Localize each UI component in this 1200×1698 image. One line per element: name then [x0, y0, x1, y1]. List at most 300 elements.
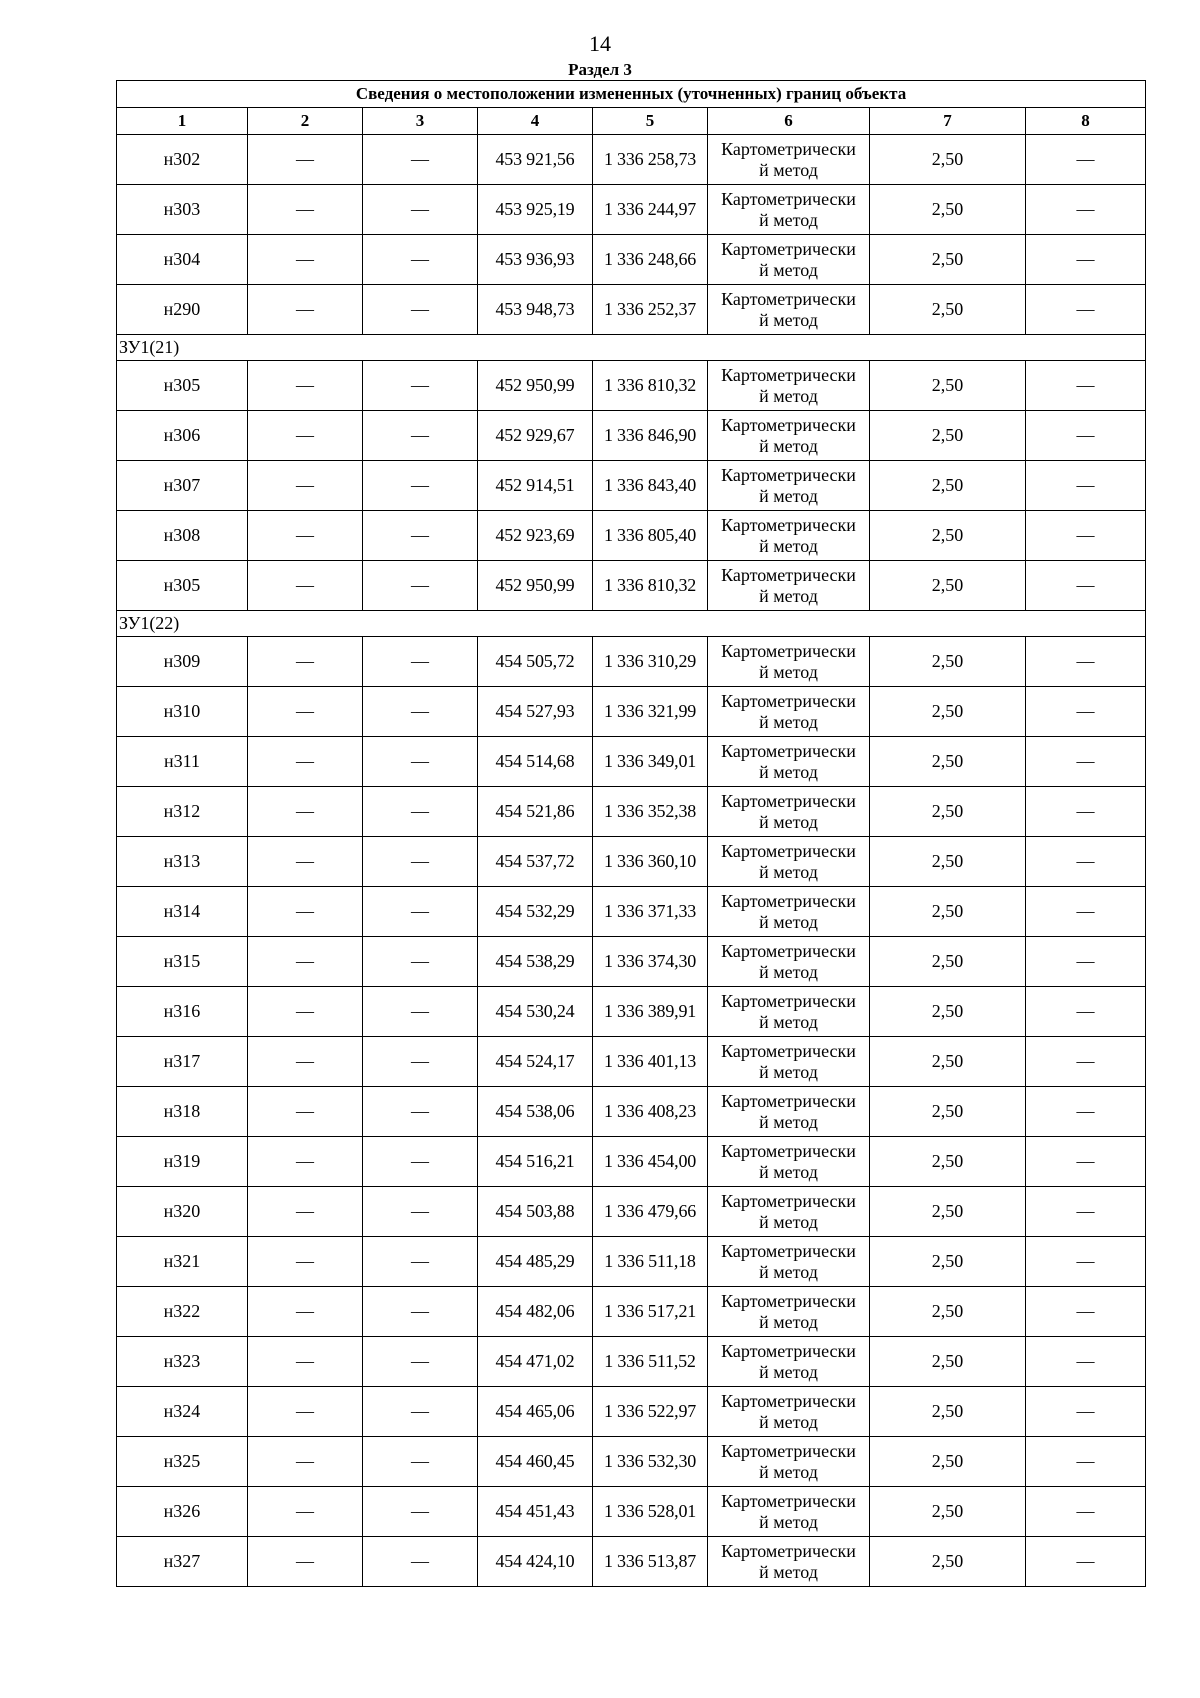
method-cell	[708, 461, 870, 511]
method-cell	[708, 185, 870, 235]
method-line-1: Картометрически	[721, 464, 856, 485]
empty-dash: —	[1026, 987, 1146, 1037]
coord-y: 1 336 522,97	[593, 1387, 708, 1437]
point-name: н309	[117, 637, 248, 687]
method-cell	[708, 1537, 870, 1587]
method-line-1: Картометрически	[721, 1190, 856, 1211]
table-row	[117, 1387, 1146, 1437]
empty-dash: —	[1026, 561, 1146, 611]
accuracy: 2,50	[870, 737, 1026, 787]
coord-y: 1 336 513,87	[593, 1537, 708, 1587]
empty-dash: —	[248, 1287, 363, 1337]
accuracy: 2,50	[870, 285, 1026, 335]
empty-dash: —	[1026, 1037, 1146, 1087]
empty-dash: —	[248, 887, 363, 937]
column-number-row	[117, 108, 1146, 135]
page-number: 14	[589, 31, 611, 56]
coord-y: 1 336 810,32	[593, 561, 708, 611]
coord-x: 454 505,72	[478, 637, 593, 687]
coord-y: 1 336 401,13	[593, 1037, 708, 1087]
method-line-2: й метод	[759, 661, 818, 682]
point-name: н304	[117, 235, 248, 285]
accuracy: 2,50	[870, 235, 1026, 285]
method-line-2: й метод	[759, 1511, 818, 1532]
method-cell	[708, 987, 870, 1037]
coord-y: 1 336 846,90	[593, 411, 708, 461]
point-name: н317	[117, 1037, 248, 1087]
column-number: 3	[363, 108, 478, 135]
point-name: н306	[117, 411, 248, 461]
point-name: н324	[117, 1387, 248, 1437]
coord-y: 1 336 252,37	[593, 285, 708, 335]
empty-dash: —	[363, 411, 478, 461]
method-line-2: й метод	[759, 209, 818, 230]
accuracy: 2,50	[870, 1237, 1026, 1287]
table-row	[117, 987, 1146, 1037]
table-row	[117, 1137, 1146, 1187]
coord-x: 454 514,68	[478, 737, 593, 787]
empty-dash: —	[1026, 1237, 1146, 1287]
empty-dash: —	[248, 1187, 363, 1237]
coord-y: 1 336 532,30	[593, 1437, 708, 1487]
empty-dash: —	[363, 235, 478, 285]
column-number: 8	[1026, 108, 1146, 135]
empty-dash: —	[1026, 787, 1146, 837]
method-cell	[708, 937, 870, 987]
empty-dash: —	[248, 285, 363, 335]
empty-dash: —	[1026, 737, 1146, 787]
method-line-1: Картометрически	[721, 514, 856, 535]
method-cell	[708, 1237, 870, 1287]
accuracy: 2,50	[870, 1187, 1026, 1237]
empty-dash: —	[248, 235, 363, 285]
empty-dash: —	[363, 1287, 478, 1337]
coord-x: 454 521,86	[478, 787, 593, 837]
method-cell	[708, 1337, 870, 1387]
method-line-2: й метод	[759, 1411, 818, 1432]
accuracy: 2,50	[870, 511, 1026, 561]
coord-x: 453 936,93	[478, 235, 593, 285]
empty-dash: —	[1026, 1187, 1146, 1237]
empty-dash: —	[248, 737, 363, 787]
method-cell	[708, 1287, 870, 1337]
coord-y: 1 336 479,66	[593, 1187, 708, 1237]
point-name: н312	[117, 787, 248, 837]
method-line-2: й метод	[759, 811, 818, 832]
empty-dash: —	[1026, 1537, 1146, 1587]
empty-dash: —	[248, 361, 363, 411]
method-cell	[708, 1437, 870, 1487]
empty-dash: —	[1026, 937, 1146, 987]
empty-dash: —	[1026, 285, 1146, 335]
coord-x: 454 538,06	[478, 1087, 593, 1137]
method-cell	[708, 511, 870, 561]
accuracy: 2,50	[870, 1037, 1026, 1087]
table-row	[117, 887, 1146, 937]
empty-dash: —	[248, 1487, 363, 1537]
empty-dash: —	[1026, 511, 1146, 561]
point-name: н323	[117, 1337, 248, 1387]
point-name: н310	[117, 687, 248, 737]
point-name: н311	[117, 737, 248, 787]
method-cell	[708, 411, 870, 461]
method-line-1: Картометрически	[721, 188, 856, 209]
method-cell	[708, 135, 870, 185]
table-row	[117, 737, 1146, 787]
method-cell	[708, 737, 870, 787]
table-title-row	[117, 81, 1146, 108]
coord-x: 452 929,67	[478, 411, 593, 461]
empty-dash: —	[1026, 135, 1146, 185]
accuracy: 2,50	[870, 987, 1026, 1037]
coord-x: 454 503,88	[478, 1187, 593, 1237]
method-cell	[708, 561, 870, 611]
table-row	[117, 1187, 1146, 1237]
method-line-1: Картометрически	[721, 1540, 856, 1561]
coord-y: 1 336 511,18	[593, 1237, 708, 1287]
accuracy: 2,50	[870, 887, 1026, 937]
accuracy: 2,50	[870, 411, 1026, 461]
table-row	[117, 235, 1146, 285]
table-row	[117, 511, 1146, 561]
method-cell	[708, 887, 870, 937]
coord-x: 454 530,24	[478, 987, 593, 1037]
empty-dash: —	[248, 687, 363, 737]
table-row	[117, 937, 1146, 987]
accuracy: 2,50	[870, 637, 1026, 687]
method-line-2: й метод	[759, 309, 818, 330]
method-line-1: Картометрически	[721, 890, 856, 911]
empty-dash: —	[1026, 411, 1146, 461]
empty-dash: —	[248, 1387, 363, 1437]
method-cell	[708, 235, 870, 285]
coord-x: 454 524,17	[478, 1037, 593, 1087]
empty-dash: —	[1026, 461, 1146, 511]
method-line-2: й метод	[759, 1461, 818, 1482]
accuracy: 2,50	[870, 1487, 1026, 1537]
coord-x: 454 537,72	[478, 837, 593, 887]
column-number: 5	[593, 108, 708, 135]
point-name: н316	[117, 987, 248, 1037]
method-cell	[708, 1387, 870, 1437]
method-line-2: й метод	[759, 861, 818, 882]
method-line-2: й метод	[759, 1061, 818, 1082]
table-row	[117, 1087, 1146, 1137]
empty-dash: —	[248, 1437, 363, 1487]
coord-x: 453 948,73	[478, 285, 593, 335]
coord-x: 454 460,45	[478, 1437, 593, 1487]
table-row	[117, 411, 1146, 461]
empty-dash: —	[248, 185, 363, 235]
point-name: н326	[117, 1487, 248, 1537]
coord-x: 454 451,43	[478, 1487, 593, 1537]
empty-dash: —	[248, 1137, 363, 1187]
method-line-1: Картометрически	[721, 364, 856, 385]
method-line-2: й метод	[759, 435, 818, 456]
empty-dash: —	[1026, 887, 1146, 937]
table-row	[117, 1337, 1146, 1387]
method-line-2: й метод	[759, 911, 818, 932]
group-row	[117, 611, 1146, 637]
method-line-2: й метод	[759, 961, 818, 982]
method-cell	[708, 1487, 870, 1537]
accuracy: 2,50	[870, 461, 1026, 511]
table-row	[117, 637, 1146, 687]
method-line-1: Картометрически	[721, 1240, 856, 1261]
method-line-1: Картометрически	[721, 790, 856, 811]
method-cell	[708, 1187, 870, 1237]
empty-dash: —	[363, 1187, 478, 1237]
point-name: н320	[117, 1187, 248, 1237]
method-line-1: Картометрически	[721, 990, 856, 1011]
point-name: н318	[117, 1087, 248, 1137]
coord-y: 1 336 244,97	[593, 185, 708, 235]
column-number: 7	[870, 108, 1026, 135]
empty-dash: —	[1026, 1087, 1146, 1137]
group-row	[117, 335, 1146, 361]
coord-x: 454 471,02	[478, 1337, 593, 1387]
empty-dash: —	[1026, 1487, 1146, 1537]
method-line-1: Картометрически	[721, 564, 856, 585]
table-row	[117, 1487, 1146, 1537]
table-row	[117, 285, 1146, 335]
empty-dash: —	[1026, 1337, 1146, 1387]
empty-dash: —	[363, 787, 478, 837]
method-line-1: Картометрически	[721, 690, 856, 711]
method-line-2: й метод	[759, 1261, 818, 1282]
coord-y: 1 336 528,01	[593, 1487, 708, 1537]
method-cell	[708, 687, 870, 737]
group-label: ЗУ1(21)	[117, 335, 1146, 361]
method-cell	[708, 837, 870, 887]
method-line-1: Картометрически	[721, 238, 856, 259]
method-line-2: й метод	[759, 711, 818, 732]
coord-y: 1 336 389,91	[593, 987, 708, 1037]
point-name: н305	[117, 361, 248, 411]
point-name: н302	[117, 135, 248, 185]
accuracy: 2,50	[870, 1437, 1026, 1487]
empty-dash: —	[363, 937, 478, 987]
empty-dash: —	[248, 937, 363, 987]
column-number: 6	[708, 108, 870, 135]
method-line-1: Картометрически	[721, 740, 856, 761]
table-row	[117, 461, 1146, 511]
method-cell	[708, 637, 870, 687]
point-name: н303	[117, 185, 248, 235]
point-name: н307	[117, 461, 248, 511]
coord-y: 1 336 843,40	[593, 461, 708, 511]
accuracy: 2,50	[870, 135, 1026, 185]
empty-dash: —	[1026, 1387, 1146, 1437]
point-name: н313	[117, 837, 248, 887]
empty-dash: —	[1026, 235, 1146, 285]
column-number: 2	[248, 108, 363, 135]
point-name: н327	[117, 1537, 248, 1587]
method-line-1: Картометрически	[721, 138, 856, 159]
column-number: 1	[117, 108, 248, 135]
coord-x: 453 921,56	[478, 135, 593, 185]
accuracy: 2,50	[870, 1137, 1026, 1187]
empty-dash: —	[1026, 1137, 1146, 1187]
table-row	[117, 1037, 1146, 1087]
empty-dash: —	[363, 1387, 478, 1437]
coord-x: 454 485,29	[478, 1237, 593, 1287]
coord-y: 1 336 349,01	[593, 737, 708, 787]
empty-dash: —	[248, 637, 363, 687]
coord-x: 454 482,06	[478, 1287, 593, 1337]
empty-dash: —	[248, 411, 363, 461]
method-line-2: й метод	[759, 585, 818, 606]
empty-dash: —	[363, 285, 478, 335]
empty-dash: —	[248, 1237, 363, 1287]
section-title: Раздел 3	[568, 60, 632, 79]
accuracy: 2,50	[870, 787, 1026, 837]
accuracy: 2,50	[870, 1337, 1026, 1387]
method-cell	[708, 1087, 870, 1137]
method-line-2: й метод	[759, 1011, 818, 1032]
empty-dash: —	[363, 837, 478, 887]
method-cell	[708, 361, 870, 411]
empty-dash: —	[363, 1337, 478, 1387]
empty-dash: —	[1026, 687, 1146, 737]
coord-x: 452 950,99	[478, 561, 593, 611]
coord-y: 1 336 810,32	[593, 361, 708, 411]
empty-dash: —	[363, 1037, 478, 1087]
method-line-1: Картометрически	[721, 840, 856, 861]
method-line-2: й метод	[759, 159, 818, 180]
method-line-2: й метод	[759, 1561, 818, 1582]
empty-dash: —	[363, 687, 478, 737]
empty-dash: —	[363, 561, 478, 611]
empty-dash: —	[1026, 361, 1146, 411]
method-line-2: й метод	[759, 1111, 818, 1132]
empty-dash: —	[363, 1537, 478, 1587]
empty-dash: —	[363, 987, 478, 1037]
column-number: 4	[478, 108, 593, 135]
table-row	[117, 1537, 1146, 1587]
empty-dash: —	[248, 1537, 363, 1587]
method-cell	[708, 1137, 870, 1187]
method-line-2: й метод	[759, 259, 818, 280]
accuracy: 2,50	[870, 1387, 1026, 1437]
point-name: н290	[117, 285, 248, 335]
coord-x: 454 424,10	[478, 1537, 593, 1587]
empty-dash: —	[363, 361, 478, 411]
empty-dash: —	[363, 1137, 478, 1187]
coord-y: 1 336 805,40	[593, 511, 708, 561]
group-label: ЗУ1(22)	[117, 611, 1146, 637]
empty-dash: —	[363, 1487, 478, 1537]
coord-y: 1 336 248,66	[593, 235, 708, 285]
table-row	[117, 361, 1146, 411]
coord-x: 452 923,69	[478, 511, 593, 561]
point-name: н314	[117, 887, 248, 937]
table-row	[117, 1287, 1146, 1337]
empty-dash: —	[363, 1237, 478, 1287]
accuracy: 2,50	[870, 185, 1026, 235]
table-row	[117, 1437, 1146, 1487]
accuracy: 2,50	[870, 561, 1026, 611]
table-row	[117, 837, 1146, 887]
coord-y: 1 336 352,38	[593, 787, 708, 837]
point-name: н322	[117, 1287, 248, 1337]
coord-x: 454 532,29	[478, 887, 593, 937]
method-line-2: й метод	[759, 385, 818, 406]
method-cell	[708, 787, 870, 837]
coord-y: 1 336 408,23	[593, 1087, 708, 1137]
coord-x: 452 950,99	[478, 361, 593, 411]
empty-dash: —	[248, 787, 363, 837]
table-row	[117, 787, 1146, 837]
coord-y: 1 336 321,99	[593, 687, 708, 737]
point-name: н305	[117, 561, 248, 611]
empty-dash: —	[363, 1437, 478, 1487]
coord-x: 454 465,06	[478, 1387, 593, 1437]
method-line-1: Картометрически	[721, 1390, 856, 1411]
empty-dash: —	[248, 511, 363, 561]
method-line-1: Картометрически	[721, 1490, 856, 1511]
method-cell	[708, 285, 870, 335]
empty-dash: —	[363, 511, 478, 561]
coord-y: 1 336 360,10	[593, 837, 708, 887]
method-cell	[708, 1037, 870, 1087]
table-row	[117, 185, 1146, 235]
table-row	[117, 687, 1146, 737]
coord-x: 454 516,21	[478, 1137, 593, 1187]
coord-x: 452 914,51	[478, 461, 593, 511]
table-row	[117, 1237, 1146, 1287]
method-line-1: Картометрически	[721, 1290, 856, 1311]
empty-dash: —	[248, 461, 363, 511]
coordinates-table	[116, 80, 1146, 1587]
accuracy: 2,50	[870, 937, 1026, 987]
empty-dash: —	[248, 1087, 363, 1137]
point-name: н321	[117, 1237, 248, 1287]
coord-y: 1 336 258,73	[593, 135, 708, 185]
method-line-2: й метод	[759, 485, 818, 506]
empty-dash: —	[363, 887, 478, 937]
empty-dash: —	[1026, 837, 1146, 887]
empty-dash: —	[363, 737, 478, 787]
method-line-2: й метод	[759, 1211, 818, 1232]
empty-dash: —	[363, 135, 478, 185]
coord-y: 1 336 454,00	[593, 1137, 708, 1187]
point-name: н325	[117, 1437, 248, 1487]
point-name: н319	[117, 1137, 248, 1187]
coord-y: 1 336 511,52	[593, 1337, 708, 1387]
table-body	[117, 135, 1146, 1587]
method-line-2: й метод	[759, 535, 818, 556]
method-line-1: Картометрически	[721, 1090, 856, 1111]
empty-dash: —	[1026, 637, 1146, 687]
coord-x: 454 527,93	[478, 687, 593, 737]
empty-dash: —	[248, 837, 363, 887]
point-name: н315	[117, 937, 248, 987]
method-line-1: Картометрически	[721, 640, 856, 661]
empty-dash: —	[1026, 1437, 1146, 1487]
coord-x: 454 538,29	[478, 937, 593, 987]
method-line-1: Картометрически	[721, 1140, 856, 1161]
accuracy: 2,50	[870, 837, 1026, 887]
empty-dash: —	[248, 1337, 363, 1387]
table-row	[117, 561, 1146, 611]
method-line-2: й метод	[759, 761, 818, 782]
point-name: н308	[117, 511, 248, 561]
method-line-1: Картометрически	[721, 288, 856, 309]
coord-x: 453 925,19	[478, 185, 593, 235]
method-line-1: Картометрически	[721, 1040, 856, 1061]
method-line-1: Картометрически	[721, 940, 856, 961]
